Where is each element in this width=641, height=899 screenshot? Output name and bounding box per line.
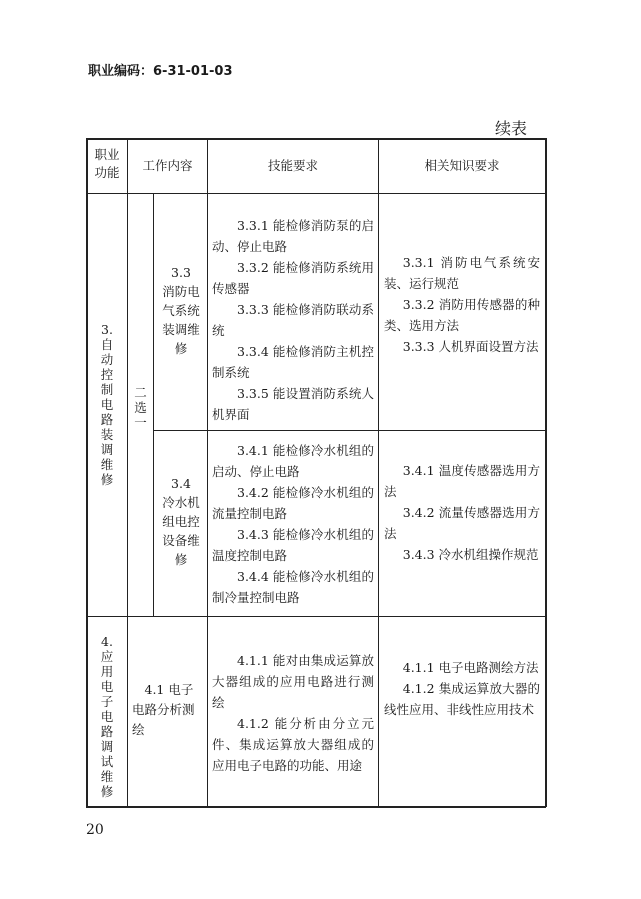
function-char: 制	[100, 382, 114, 397]
function-char: 电	[100, 709, 114, 724]
col-divider-function	[127, 138, 128, 617]
knowledge-item: 3.3.1 消防电气系统安装、运行规范	[384, 255, 540, 291]
knowledge-item: 3.4.1 温度传感器选用方法	[384, 463, 540, 499]
knowledge-item: 3.4.3 冷水机组操作规范	[402, 547, 539, 562]
header-knowledge: 相关知识要求	[424, 158, 500, 173]
function-char: 自	[100, 337, 114, 352]
function-char: 装	[100, 427, 114, 442]
choose-char: 选	[134, 400, 147, 415]
continued-label: 续表	[495, 119, 528, 138]
content-line: 电路分析测	[132, 702, 195, 717]
function-char: 控	[100, 367, 114, 382]
knowledge-item: 4.1.1 电子电路测绘方法	[402, 660, 539, 675]
knowledge-item: 3.3.3 人机界面设置方法	[402, 339, 539, 354]
col-divider-content	[207, 138, 208, 807]
knowledge-3-4	[384, 460, 540, 565]
knowledge-item: 3.3.2 消防用传感器的种类、选用方法	[384, 297, 540, 333]
skill-item: 4.1.2 能分析由分立元件、集成运算放大器组成的应用电子电路的功能、用途	[212, 716, 374, 773]
skill-item: 3.3.4 能检修消防主机控制系统	[212, 344, 374, 380]
function-char: 路	[100, 724, 114, 739]
function-char: 修	[100, 784, 114, 799]
function-4	[88, 634, 126, 799]
content-line: 冷水机	[162, 495, 200, 510]
function-3	[88, 322, 126, 487]
function-char: 维	[100, 457, 114, 472]
content-line: 设备维	[162, 533, 200, 548]
content-line: 气系统	[162, 303, 200, 318]
group-divider	[86, 616, 546, 617]
row-divider-3	[153, 430, 546, 431]
function-char: 用	[100, 664, 114, 679]
content-line: 4.1 电子	[144, 682, 194, 697]
content-line: 修	[174, 341, 188, 356]
knowledge-item: 3.4.2 流量传感器选用方法	[384, 505, 540, 541]
skill-item: 3.3.2 能检修消防系统用传感器	[212, 260, 374, 296]
content-line: 修	[174, 552, 188, 567]
content-line: 装调维	[162, 322, 200, 337]
skills-3-4	[212, 440, 374, 608]
occupation-code: 职业编码：6-31-01-03	[88, 64, 233, 79]
function-char: 应	[100, 649, 114, 664]
skill-item: 3.4.3 能检修冷水机组的温度控制电路	[212, 527, 374, 563]
skill-item: 3.3.3 能检修消防联动系统	[212, 302, 374, 338]
header-function-line: 功能	[94, 165, 120, 180]
choose-char: 一	[134, 415, 147, 430]
col-divider-choose	[153, 193, 154, 617]
content-line: 3.4	[171, 476, 191, 491]
skills-3-3	[212, 215, 374, 425]
content-4-1	[132, 680, 206, 740]
page-number: 20	[86, 822, 104, 838]
col-divider-skills	[378, 138, 379, 807]
function-char: 调	[100, 739, 114, 754]
function-char: 调	[100, 442, 114, 457]
content-line: 组电控	[162, 514, 200, 529]
skill-item: 3.4.1 能检修冷水机组的启动、停止电路	[212, 443, 374, 479]
header-function	[88, 146, 126, 182]
table-border-top	[86, 138, 546, 140]
skill-item: 4.1.1 能对由集成运算放大器组成的应用电路进行测绘	[212, 653, 374, 710]
header-skills: 技能要求	[267, 158, 318, 173]
function-char: 4.	[101, 634, 113, 649]
skills-4-1	[212, 650, 374, 776]
table-border-bottom	[86, 806, 546, 808]
content-3-3	[156, 263, 206, 358]
choose-one-label	[128, 385, 153, 430]
content-3-4	[156, 474, 206, 569]
skill-item: 3.4.4 能检修冷水机组的制冷量控制电路	[212, 569, 374, 605]
knowledge-3-3	[384, 252, 540, 357]
content-line: 消防电	[162, 284, 200, 299]
function-char: 3.	[101, 322, 113, 337]
skill-item: 3.4.2 能检修冷水机组的流量控制电路	[212, 485, 374, 521]
content-line: 绘	[132, 722, 145, 737]
header-function-line: 职业	[94, 147, 120, 162]
function-char: 电	[100, 397, 114, 412]
col-divider-function-lower	[127, 616, 128, 807]
choose-char: 二	[134, 385, 147, 400]
knowledge-4-1	[384, 657, 540, 720]
function-char: 子	[100, 694, 114, 709]
function-char: 电	[100, 679, 114, 694]
function-char: 路	[100, 412, 114, 427]
header-work-content: 工作内容	[142, 158, 193, 173]
content-line: 3.3	[171, 265, 191, 280]
skill-item: 3.3.5 能设置消防系统人机界面	[212, 386, 374, 422]
table-border-right	[545, 138, 547, 807]
knowledge-item: 4.1.2 集成运算放大器的线性应用、非线性应用技术	[384, 681, 540, 717]
function-char: 动	[100, 352, 114, 367]
function-char: 维	[100, 769, 114, 784]
function-char: 修	[100, 472, 114, 487]
skill-item: 3.3.1 能检修消防泵的启动、停止电路	[212, 218, 374, 254]
function-char: 试	[100, 754, 114, 769]
header-divider	[86, 193, 546, 194]
